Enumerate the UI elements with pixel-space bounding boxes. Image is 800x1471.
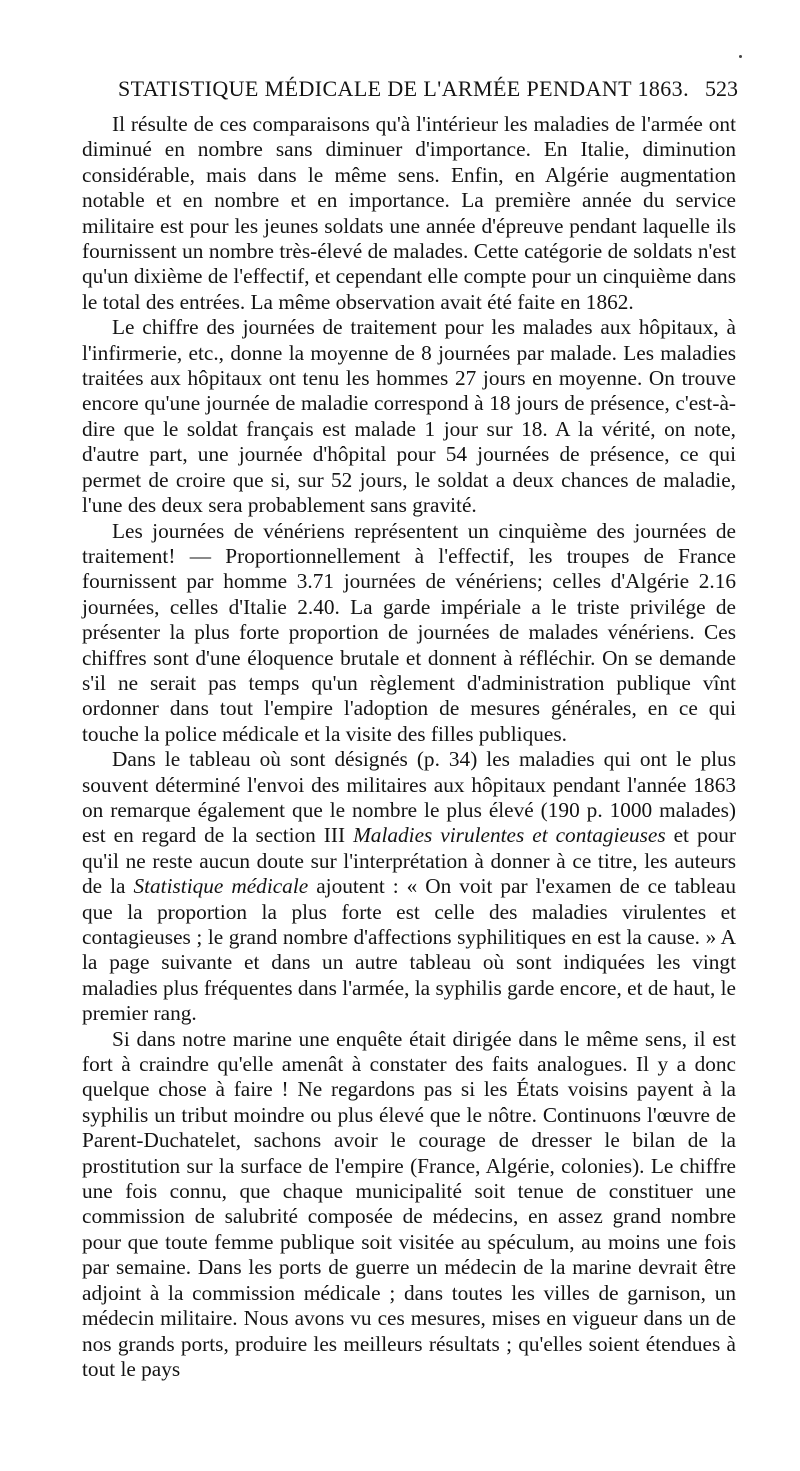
body-text bbox=[82, 112, 736, 1382]
print-speck bbox=[739, 55, 742, 58]
page-number: 523 bbox=[705, 76, 738, 101]
paragraph-4-text-start: Dans le tableau où sont désignés (p. 34) les maladies qui ont le plus souvent déterminé l'envoi des militaires aux hôpitaux pendant l'année 1863 on remarque également que le nombre le plus élevé (190 p. 1000 malades) est en regard de la section III bbox=[82, 747, 736, 848]
section-title-italic: Maladies virulentes et contagieuses bbox=[353, 823, 666, 848]
running-header bbox=[118, 74, 738, 104]
publication-title-italic: Statistique médicale bbox=[133, 874, 309, 899]
paragraph-1: Il résulte de ces comparaisons qu'à l'intérieur les maladies de l'armée ont diminué en nombre sans diminuer d'importance. En Italie, diminution considérable, mais dans le même sens. Enfin, en Algérie augmentation notable et en nombre et en importance. La première année du service militaire est pour les jeunes soldats une année d'épreuve pendant laquelle ils fournissent un nombre très-élevé de malades. Cette catégorie de soldats n'est qu'un dixième de l'effectif, et cependant elle compte pour un cinquième dans le total des entrées. La même observation avait été faite en 1862. bbox=[82, 112, 736, 314]
paragraph-3: Les journées de vénériens représentent un cinquième des journées de traitement! — Proportionnellement à l'effectif, les troupes de France fournissent par homme 3.71 journées de vénériens; celles d'Algérie 2.16 journées, celles d'Italie 2.40. La garde impériale a le triste privilége de présenter la plus forte proportion de journées de malades vénériens. Ces chiffres sont d'une éloquence brutale et donnent à réfléchir. On se demande s'il ne serait pas temps qu'un règlement d'administration publique vînt ordonner dans tout l'empire l'adoption de mesures générales, en ce qui touche la police médicale et la visite des filles publiques. bbox=[82, 518, 736, 746]
paragraph-4-text-end: ajoutent : « On voit par l'examen de ce tableau que la proportion la plus forte est celle des maladies virulentes et contagieuses ; le grand nombre d'affections syphilitiques en est la cause. » A la page suivante et dans un autre tableau où sont indiquées les vingt maladies plus fréquentes dans l'armée, la syphilis garde encore, et de haut, le premier rang. bbox=[82, 874, 736, 1026]
paragraph-5: Si dans notre marine une enquête était dirigée dans le même sens, il est fort à craindre qu'elle amenât à constater des faits analogues. Il y a donc quelque chose à faire ! Ne regardons pas si les États voisins payent à la syphilis un tribut moindre ou plus élevé que le nôtre. Continuons l'œuvre de Parent-Duchatelet, sachons avoir le courage de dresser le bilan de la prostitution sur la surface de l'empire (France, Algérie, colonies). Le chiffre une fois connu, que chaque municipalité soit tenue de constituer une commission de salubrité composée de médecins, en assez grand nombre pour que toute femme publique soit visitée au spéculum, au moins une fois par semaine. Dans les ports de guerre un médecin de la marine devrait être adjoint à la commission médicale ; dans toutes les villes de garnison, un médecin militaire. Nous avons vu ces mesures, mises en vigueur dans un de nos grands ports, produire les meilleurs résultats ; qu'elles soient étendues à tout le pays bbox=[82, 1026, 736, 1381]
running-title: STATISTIQUE MÉDICALE DE L'ARMÉE PENDANT 1863. bbox=[118, 76, 689, 101]
paragraph-4-text-middle: et pour qu'il ne reste aucun doute sur l'interprétation à donner à ce titre, les auteurs de la bbox=[82, 823, 736, 899]
paragraph-4 bbox=[82, 747, 736, 1026]
paragraph-2: Le chiffre des journées de traitement pour les malades aux hôpitaux, à l'infirmerie, etc., donne la moyenne de 8 journées par malade. Les maladies traitées aux hôpitaux ont tenu les hommes 27 jours en moyenne. On trouve encore qu'une journée de maladie correspond à 18 jours de présence, c'est-à-dire que le soldat français est malade 1 jour sur 18. A la vérité, on note, d'autre part, une journée d'hôpital pour 54 journées de présence, ce qui permet de croire que si, sur 52 jours, le soldat a deux chances de maladie, l'une des deux sera probablement sans gravité. bbox=[82, 315, 736, 518]
